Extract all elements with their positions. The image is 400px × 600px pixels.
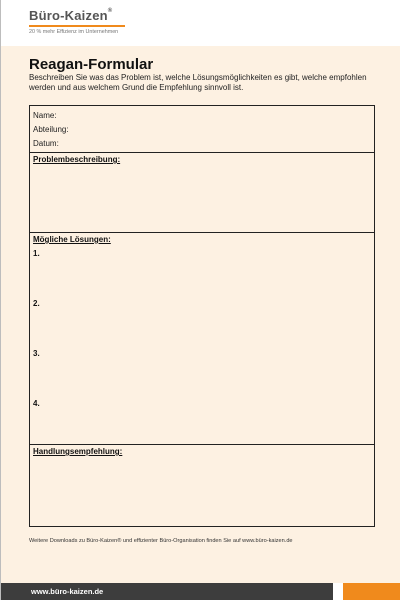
solutions-heading: Mögliche Lösungen: xyxy=(33,235,111,244)
bottom-bar xyxy=(1,583,333,600)
form-content-area xyxy=(1,46,400,583)
reagan-form xyxy=(29,105,375,527)
date-field[interactable]: Datum: xyxy=(33,139,59,148)
logo-name: Büro-Kaizen® xyxy=(29,8,113,23)
website-link[interactable]: www.büro-kaizen.de xyxy=(31,587,104,596)
department-field[interactable]: Abteilung: xyxy=(33,125,69,134)
solution-number-3: 3. xyxy=(33,349,40,358)
solution-number-2: 2. xyxy=(33,299,40,308)
logo-tagline: 20 % mehr Effizienz im Unternehmen xyxy=(29,29,119,35)
logo[interactable] xyxy=(29,8,125,35)
name-field[interactable]: Name: xyxy=(33,111,57,120)
intro-text: Beschreiben Sie was das Problem ist, welche Lösungsmöglichkeiten es gibt, welche empfohlen werden und aus welchem Grund die Empfehlung sinnvoll ist. xyxy=(29,73,367,92)
recommendation-section[interactable] xyxy=(30,445,374,527)
page-header xyxy=(1,0,400,46)
footer-note: Weitere Downloads zu Büro-Kaizen® und effizienter Büro-Organisation finden Sie auf www.büro-kaizen.de xyxy=(29,538,293,544)
problem-heading: Problembeschreibung: xyxy=(33,155,121,164)
solutions-section[interactable] xyxy=(30,233,374,445)
info-section xyxy=(30,106,374,153)
page-title: Reagan-Formular xyxy=(29,56,154,73)
logo-accent-bar xyxy=(29,25,125,27)
recommendation-heading: Handlungsempfehlung: xyxy=(33,447,123,456)
bottom-accent-block xyxy=(343,583,400,600)
solution-number-4: 4. xyxy=(33,399,40,408)
solution-number-1: 1. xyxy=(33,249,40,258)
problem-section[interactable] xyxy=(30,153,374,233)
logo-registered-mark: ® xyxy=(107,8,113,14)
